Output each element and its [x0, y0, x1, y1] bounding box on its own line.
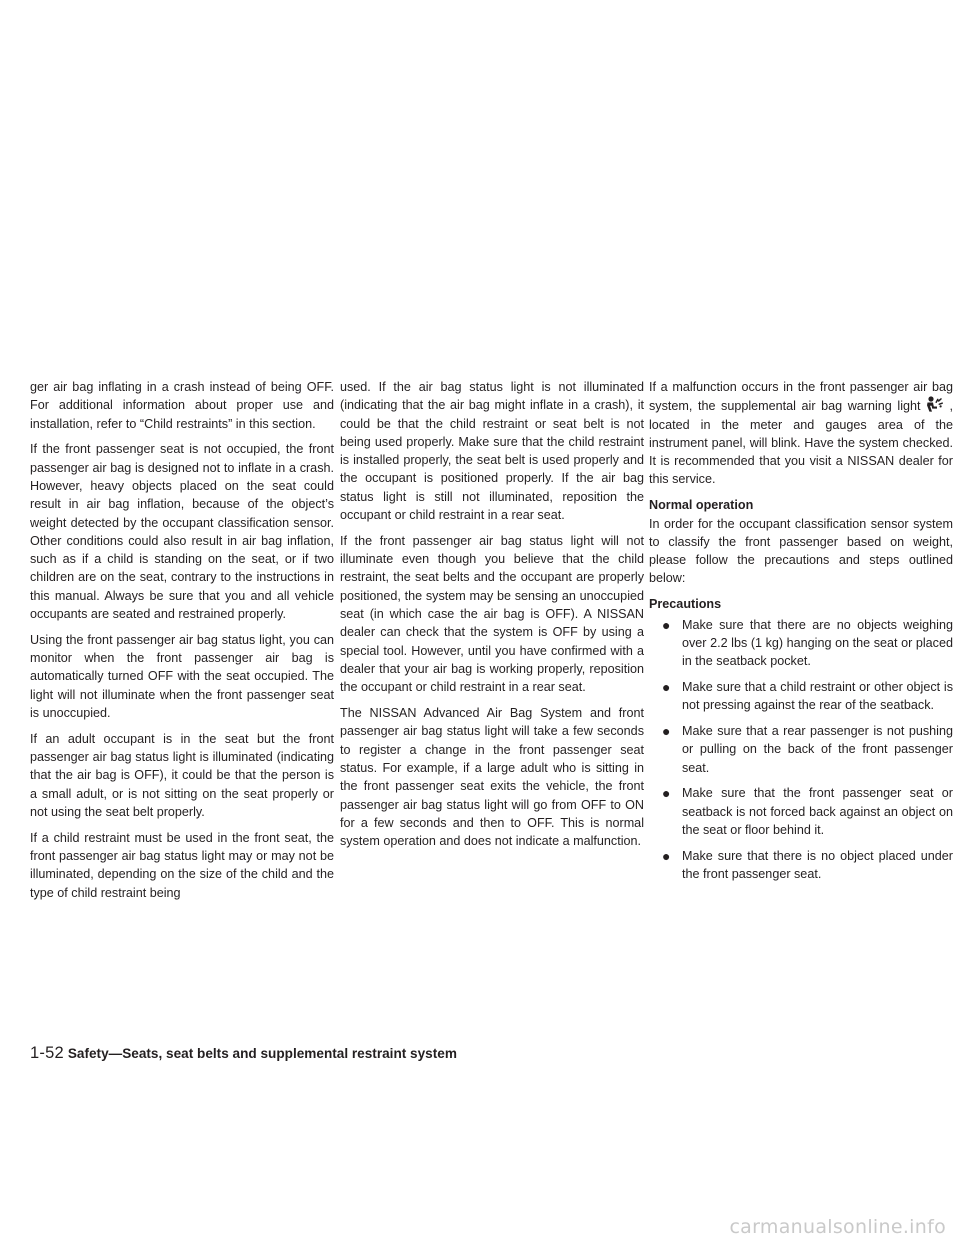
watermark: carmanualsonline.info: [729, 1216, 946, 1238]
section-title: Safety—Seats, seat belts and supplemental restraint system: [67, 1046, 457, 1061]
bullet-icon: ●: [662, 723, 671, 740]
list-item: [649, 678, 953, 715]
list-item-text: Make sure that a child restraint or other object is not pressing against the rear of the seatback.: [682, 679, 953, 713]
malfunction-text-end: , located in the meter and gauges area of the instrument panel, will blink. Have the system checked. It is recommended that you visit a NISSAN dealer for this service.: [649, 399, 953, 487]
paragraph: If the front passenger air bag status light will not illuminate even though you believe that the child restraint, the seat belts and the occupant are properly positioned, the system may be sensing an unoccupied seat (in which case the air bag is OFF). A NISSAN dealer can check that the system is OFF by using a special tool. However, until you have confirmed with a dealer that your air bag is working properly, reposition the occupant or child restraint in a rear seat.: [340, 533, 644, 695]
paragraph: The NISSAN Advanced Air Bag System and front passenger air bag status light will take a few seconds to register a change in the front passenger seat status. For example, if a large adult who is sitting in the front passenger seat exits the vehicle, the front passenger air bag status light will go from OFF to ON for a few seconds and then to OFF. This is normal system operation and does not indicate a malfunction.: [340, 706, 644, 849]
list-item-text: Make sure that a rear passenger is not pushing or pulling on the back of the front passenger seat.: [682, 724, 953, 775]
paragraph: used. If the air bag status light is not illuminated (indicating that the air bag might inflate in a crash), it could be that the child restraint or seat belt is not being used properly. Make sure that the child restraint is installed properly, the seat belt is used properly and the occupant is positioned properly. If the air bag status light is still not illuminated, reposition the occupant or child restraint in a rear seat.: [340, 380, 644, 523]
text-column-2: [340, 378, 644, 858]
bullet-icon: ●: [662, 678, 671, 695]
text-column-1: [30, 378, 334, 910]
list-item: [649, 722, 953, 777]
page-footer: [30, 1044, 457, 1063]
paragraph: In order for the occupant classification sensor system to classify the front passenger based on weight, please follow the precautions and steps outlined below:: [649, 516, 953, 586]
list-item-text: Make sure that there is no object placed under the front passenger seat.: [682, 848, 953, 882]
precautions-list: [649, 616, 953, 884]
list-item: [649, 847, 953, 884]
heading-normal-operation: Normal operation: [649, 498, 754, 513]
text-column-3: [649, 378, 953, 891]
heading-precautions: Precautions: [649, 597, 722, 612]
paragraph: Using the front passenger air bag status light, you can monitor when the front passenger air bag is automatically turned OFF with the seat occupied. The light will not illuminate when the front passenger seat is unoccupied.: [30, 632, 334, 721]
paragraph: ger air bag inflating in a crash instead of being OFF. For additional information about proper use and installation, refer to “Child restraints” in this section.: [30, 380, 334, 431]
list-item: [649, 616, 953, 671]
paragraph: If an adult occupant is in the seat but the front passenger air bag status light is illuminated (indicating that the air bag is OFF), it could be that the person is a small adult, or is not sitting on the seat properly or not using the seat belt properly.: [30, 731, 334, 820]
bullet-icon: ●: [662, 847, 671, 864]
page-number: 1-52: [30, 1044, 64, 1062]
bullet-icon: ●: [662, 616, 671, 633]
malfunction-paragraph: [649, 378, 953, 489]
airbag-warning-icon: [922, 396, 948, 412]
list-item-text: Make sure that the front passenger seat or seatback is not forced back against an object on the seat or floor behind it.: [682, 786, 953, 838]
paragraph: If a child restraint must be used in the front seat, the front passenger air bag status light may or may not be illuminated, depending on the size of the child and the type of child restraint being: [30, 830, 334, 900]
malfunction-text-start: If a malfunction occurs in the front passenger air bag system, the supplemental air bag warning light: [649, 380, 953, 414]
paragraph: If the front passenger seat is not occupied, the front passenger air bag is designed not to inflate in a crash. However, heavy objects placed on the seat could result in air bag inflation, because of the object’s weight detected by the occupant classification sensor. Other conditions could also result in air bag inflation, such as if a child is standing on the seat, or if two children are on the seat, contrary to the instructions in this manual. Always be sure that you and all vehicle occupants are seated and restrained properly.: [30, 442, 334, 622]
bullet-icon: ●: [662, 785, 671, 802]
list-item: [649, 784, 953, 839]
list-item-text: Make sure that there are no objects weighing over 2.2 lbs (1 kg) hanging on the seat or placed in the seatback pocket.: [682, 617, 953, 669]
